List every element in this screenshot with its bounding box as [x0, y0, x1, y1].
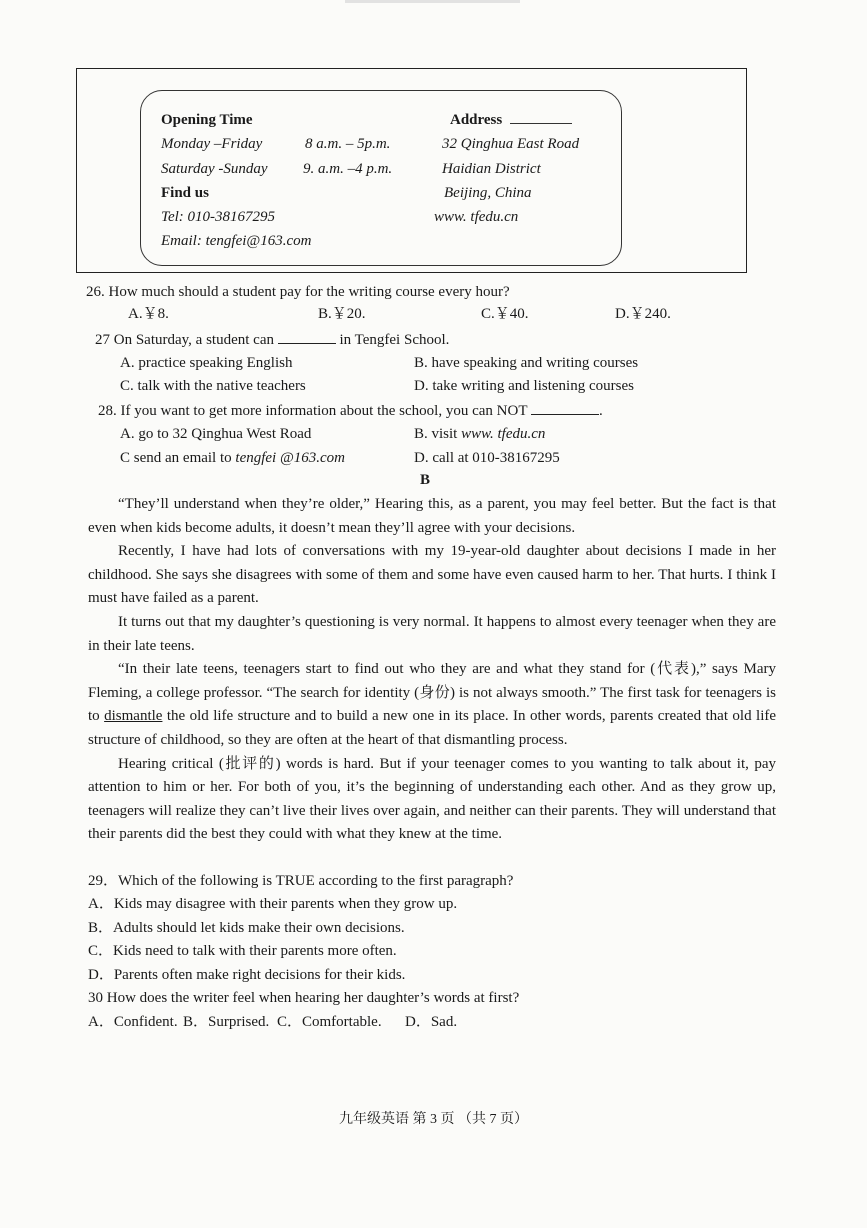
notice-right-column	[434, 108, 580, 229]
passage-b	[88, 493, 776, 847]
q30-option-a: A．Confident.	[88, 1014, 178, 1030]
email: Email: tengfei@163.com	[161, 233, 312, 250]
q26-option-c: C.￥40.	[481, 306, 529, 322]
q28-stem	[98, 400, 603, 421]
q28-option-a: A. go to 32 Qinghua West Road	[120, 426, 312, 442]
q27-stem-start: 27 On Saturday, a student can	[95, 332, 274, 348]
q27-answer-blank	[278, 329, 336, 344]
weekend-row	[161, 157, 392, 181]
telephone: Tel: 010-38167295	[161, 209, 276, 226]
scan-smudge	[345, 0, 520, 3]
q30-options	[88, 1012, 457, 1032]
opening-time-heading: Opening Time	[161, 112, 253, 128]
passage-paragraph-4-end: the old life structure and to build a new one in its place. In other words, parents created that old life structure of childhood, so they are often at the heart of that dismantling process.	[88, 708, 777, 748]
notice-left-column	[161, 108, 392, 254]
q27-stem	[95, 329, 449, 350]
q26-option-d: D.￥240.	[615, 306, 671, 322]
q29-option-d: D．Parents often make right decisions for their kids.	[88, 967, 406, 983]
passage-paragraph-5: Hearing critical (批评的) words is hard. But if your teenager comes to you wanting to talk about it, pay attention to him or her. For both of you, it’s the beginning of understanding each other. And as they grow up, teenagers will realize they can’t live their lives over again, and neither can their parents. They will understand that their parents did the best they could with what they knew at the time.	[88, 755, 776, 843]
passage-paragraph-4-start: “In their late teens, teenagers start to find out who they are and what they stand for (代表),” says Mary Fleming, a college professor. “The search for identity (身份) is not always smooth.” The first task for teenagers is to	[88, 661, 776, 725]
q27-option-a: A. practice speaking English	[120, 355, 293, 371]
section-b-title: B	[420, 472, 431, 488]
passage-paragraph-2: Recently, I have had lots of conversations with my 19-year-old daughter about decisions I made in her childhood. She says she disagrees with some of them and some have even caused harm to her. That hurts. I think I must have failed as a parent.	[88, 543, 776, 607]
q30-option-d: D．Sad.	[405, 1014, 458, 1030]
passage-paragraph-3: It turns out that my daughter’s questioning is very normal. It happens to almost every teenager when they are in their late teens.	[88, 613, 776, 654]
address-line-3: Beijing, China	[444, 184, 532, 201]
q27-option-b: B. have speaking and writing courses	[414, 355, 639, 371]
weekday-hours: 8 a.m. – 5p.m.	[305, 136, 391, 153]
q30-stem: 30 How does the writer feel when hearing her daughter’s words at first?	[88, 990, 520, 1006]
website: www. tfedu.cn	[434, 209, 519, 226]
address-line-1: 32 Qinghua East Road	[442, 136, 580, 153]
q28-option-b-text: B. visit	[414, 426, 458, 442]
q28-answer-blank	[531, 400, 599, 415]
q26-option-b: B.￥20.	[318, 306, 366, 322]
q28-option-b	[414, 424, 545, 444]
address-heading: Address	[450, 112, 503, 128]
q28-option-c-text: C send an email to	[120, 450, 232, 466]
q28-option-b-website: www. tfedu.cn	[461, 426, 546, 442]
q28-option-c	[120, 448, 345, 468]
q29-option-c: C．Kids need to talk with their parents more often.	[88, 943, 397, 959]
passage-paragraph-1: “They’ll understand when they’re older,” Hearing this, as a parent, you may feel better. But the fact is that even when kids become adults, it doesn’t mean they’ll agree with your decisions.	[88, 496, 776, 536]
q26-option-a: A.￥8.	[128, 306, 169, 322]
weekday-row	[161, 132, 392, 156]
address-rule	[510, 123, 572, 124]
q27-option-d: D. take writing and listening courses	[414, 378, 634, 394]
q28-option-d: D. call at 010-38167295	[414, 450, 560, 466]
address-heading-row	[440, 108, 579, 132]
weekday-days: Monday –Friday	[161, 136, 263, 153]
q30-option-c: C．Comfortable.	[277, 1014, 382, 1030]
q28-option-c-email: tengfei @163.com	[235, 450, 346, 466]
q29-stem: 29．Which of the following is TRUE according to the first paragraph?	[88, 873, 514, 889]
weekend-days: Saturday -Sunday	[161, 160, 268, 177]
underlined-word-dismantle: dismantle	[104, 708, 163, 725]
weekend-hours: 9. a.m. –4 p.m.	[303, 160, 393, 177]
page-footer: 九年级英语 第 3 页 （共 7 页）	[339, 1112, 528, 1127]
q26-stem: 26. How much should a student pay for the writing course every hour?	[86, 284, 510, 300]
q29-option-a: A．Kids may disagree with their parents when they grow up.	[88, 896, 458, 912]
q27-option-c: C. talk with the native teachers	[120, 378, 306, 394]
q28-stem-end: .	[598, 403, 603, 419]
address-line-2: Haidian District	[442, 160, 541, 177]
q27-stem-end: in Tengfei School.	[339, 332, 450, 348]
passage-paragraph-4	[88, 658, 776, 752]
q29-option-b: B．Adults should let kids make their own decisions.	[88, 920, 405, 936]
q28-stem-start: 28. If you want to get more information about the school, you can NOT	[98, 403, 528, 419]
find-us-heading: Find us	[161, 184, 209, 201]
q30-option-b: B．Surprised.	[183, 1014, 270, 1030]
